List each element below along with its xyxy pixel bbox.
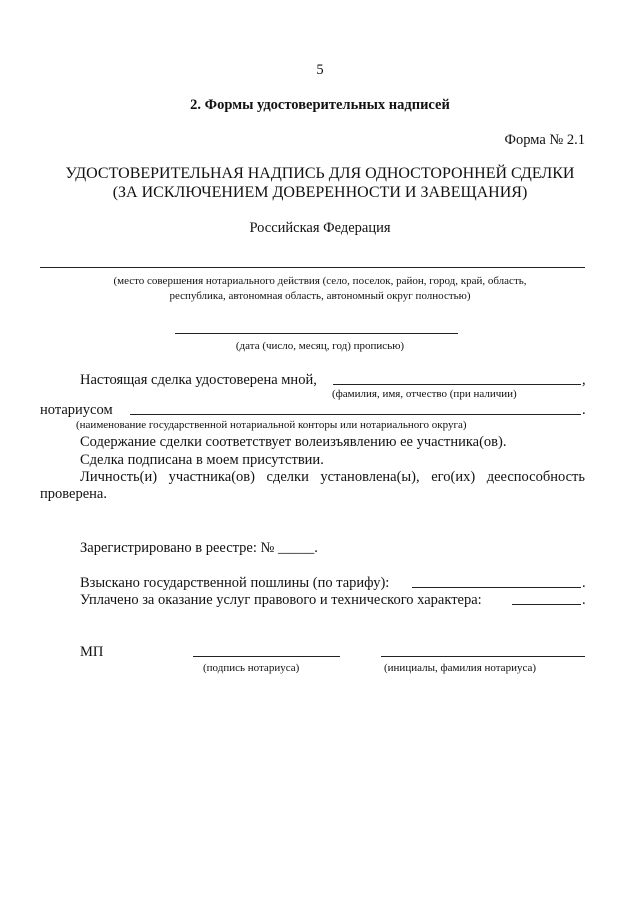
page-number: 5 <box>316 62 324 78</box>
signature-line <box>193 656 340 657</box>
registry: Зарегистрировано в реестре: № _____. <box>80 540 318 556</box>
content-statement: Содержание сделки соответствует волеизъявлению ее участника(ов). <box>80 434 507 450</box>
fee-collected: Взыскано государственной пошлины (по тарифу): <box>80 575 390 591</box>
period-3: . <box>582 592 586 608</box>
period-1: . <box>582 402 586 418</box>
form-number: Форма № 2.1 <box>504 132 585 148</box>
office-line <box>130 414 581 415</box>
place-caption-1: (место совершения нотариального действия (село, поселок, район, город, край, область, <box>113 275 527 287</box>
identity-statement-1: Личность(и) участника(ов) сделки установлена(ы), его(их) дееспособность <box>80 469 585 485</box>
date-line <box>175 333 458 334</box>
certified-by: Настоящая сделка удостоверена мной, <box>80 372 317 388</box>
country: Российская Федерация <box>249 220 391 236</box>
initials-line <box>381 656 585 657</box>
title-line-2: (ЗА ИСКЛЮЧЕНИЕМ ДОВЕРЕННОСТИ И ЗАВЕЩАНИЯ) <box>112 184 528 201</box>
period-2: . <box>582 575 586 591</box>
services-paid: Уплачено за оказание услуг правового и технического характера: <box>80 592 482 608</box>
office-caption: (наименование государственной нотариальной конторы или нотариального округа) <box>76 419 467 431</box>
name-caption: (фамилия, имя, отчество (при наличии) <box>332 388 517 400</box>
seal-label: МП <box>80 644 104 660</box>
place-line <box>40 267 585 268</box>
comma: , <box>582 372 586 388</box>
identity-statement-2: проверена. <box>40 486 107 502</box>
notary-label: нотариусом <box>40 402 113 418</box>
section-heading: 2. Формы удостоверительных надписей <box>190 97 450 113</box>
name-line <box>333 384 581 385</box>
title-line-1: УДОСТОВЕРИТЕЛЬНАЯ НАДПИСЬ ДЛЯ ОДНОСТОРОННЕЙ СДЕЛКИ <box>65 165 575 182</box>
services-line <box>512 604 581 605</box>
signed-statement: Сделка подписана в моем присутствии. <box>80 452 324 468</box>
place-caption-2: республика, автономная область, автономный округ полностью) <box>169 290 471 302</box>
initials-caption: (инициалы, фамилия нотариуса) <box>384 662 537 674</box>
fee-line <box>412 587 581 588</box>
signature-caption: (подпись нотариуса) <box>203 662 300 674</box>
date-caption: (дата (число, месяц, год) прописью) <box>235 340 405 352</box>
